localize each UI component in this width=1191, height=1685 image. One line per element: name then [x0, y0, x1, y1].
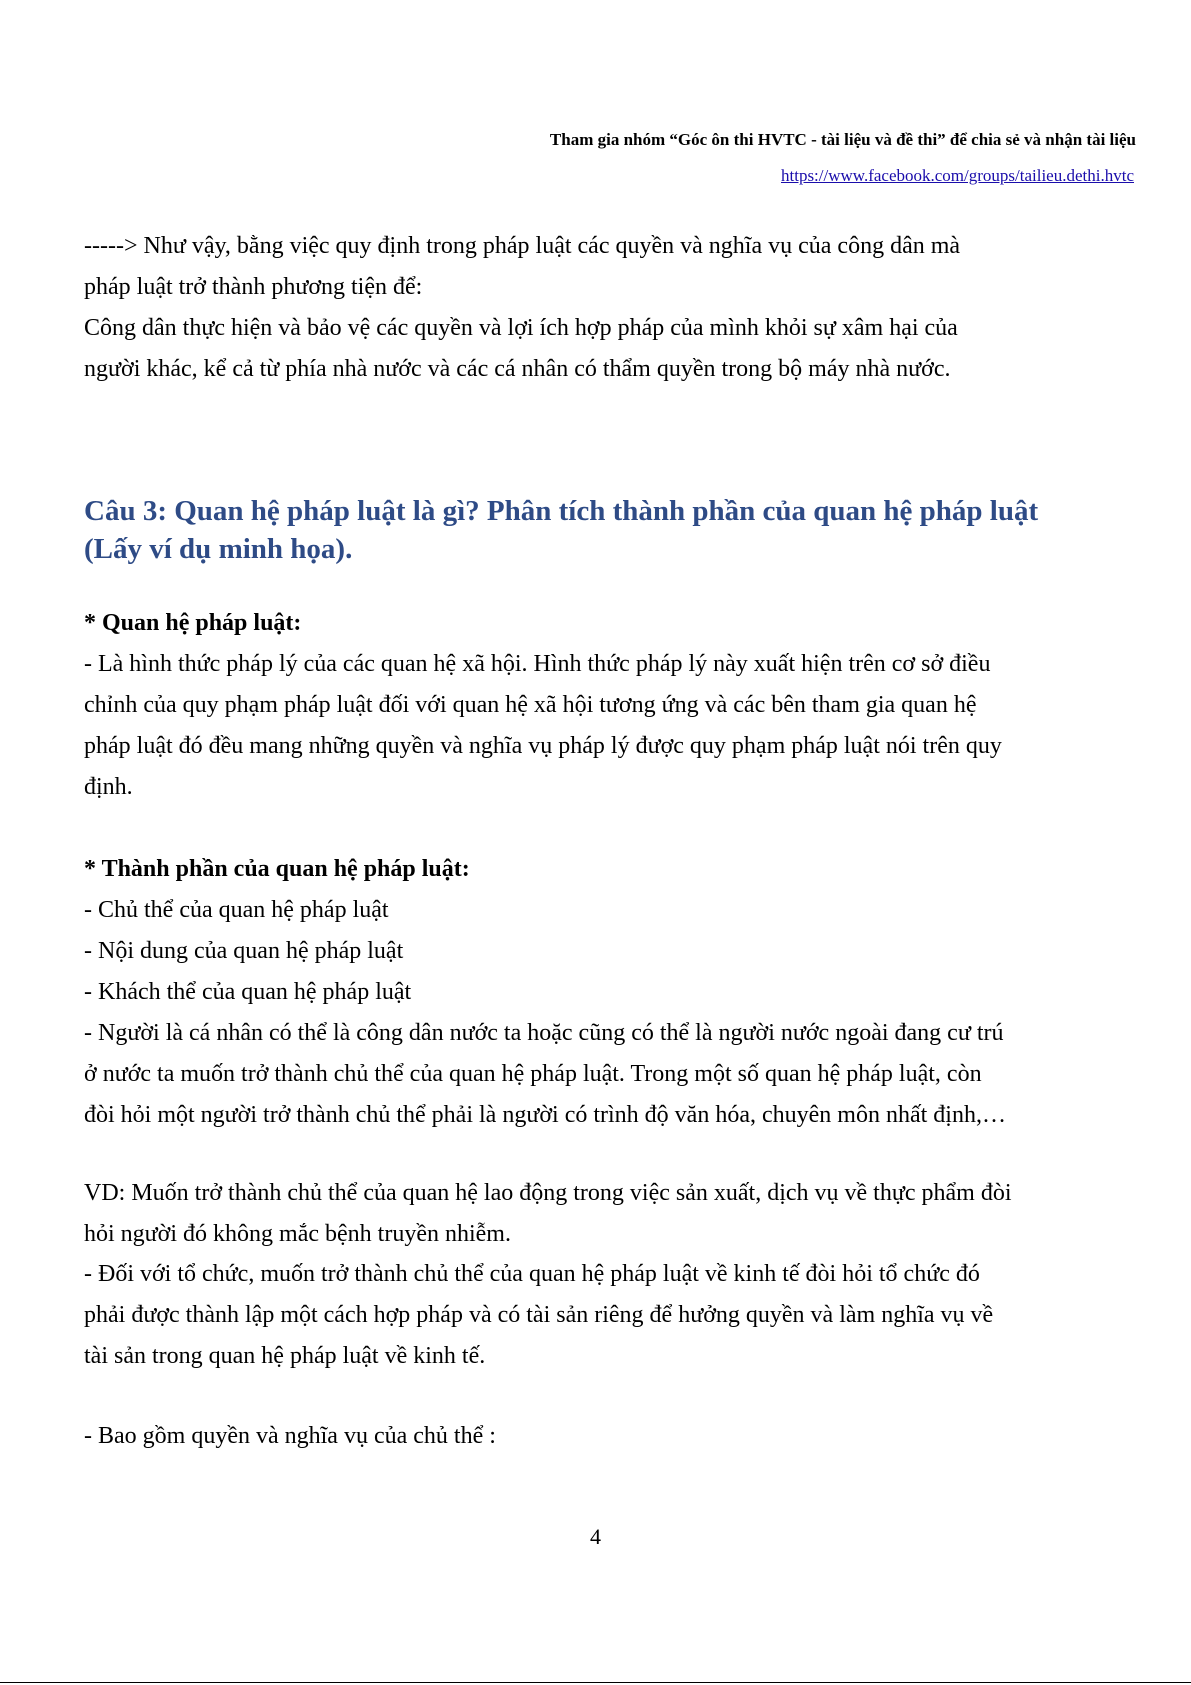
organization-line: tài sản trong quan hệ pháp luật về kinh tế.	[84, 1343, 486, 1369]
example-line: hỏi người đó không mắc bệnh truyền nhiễm.	[84, 1221, 511, 1247]
definition-line: - Là hình thức pháp lý của các quan hệ xã hội. Hình thức pháp lý này xuất hiện trên cơ sở điều	[84, 651, 991, 677]
definition-line: pháp luật đó đều mang những quyền và nghĩa vụ pháp lý được quy phạm pháp luật nói trên quy	[84, 733, 1002, 759]
definition-line: định.	[84, 774, 133, 800]
intro-line: pháp luật trở thành phương tiện để:	[84, 274, 423, 300]
example-line: VD: Muốn trở thành chủ thể của quan hệ lao động trong việc sản xuất, dịch vụ về thực phẩm đòi	[84, 1180, 1012, 1206]
definition-line: chỉnh của quy phạm pháp luật đối với quan hệ xã hội tương ứng và các bên tham gia quan hệ	[84, 692, 977, 718]
components-title: * Thành phần của quan hệ pháp luật:	[84, 856, 470, 882]
facebook-group-link[interactable]: https://www.facebook.com/groups/tailieu.dethi.hvtc	[781, 166, 1134, 185]
organization-paragraph	[84, 1254, 1144, 1377]
components-list-item: - Khách thể của quan hệ pháp luật	[84, 979, 412, 1005]
definition-section	[84, 603, 1144, 808]
intro-line: -----> Như vậy, bằng việc quy định trong pháp luật các quyền và nghĩa vụ của công dân mà	[84, 233, 961, 259]
intro-line: người khác, kể cả từ phía nhà nước và các cá nhân có thẩm quyền trong bộ máy nhà nước.	[84, 356, 951, 382]
organization-line: phải được thành lập một cách hợp pháp và có tài sản riêng để hưởng quyền và làm nghĩa vụ về	[84, 1302, 994, 1328]
definition-title: * Quan hệ pháp luật:	[84, 610, 302, 636]
intro-line: Công dân thực hiện và bảo vệ các quyền và lợi ích hợp pháp của mình khỏi sự xâm hại của	[84, 315, 958, 341]
organization-line: - Đối với tổ chức, muốn trở thành chủ thể của quan hệ pháp luật về kinh tế đòi hỏi tổ chức đó	[84, 1261, 980, 1287]
rights-line: - Bao gồm quyền và nghĩa vụ của chủ thể :	[84, 1423, 496, 1449]
components-line: đòi hỏi một người trở thành chủ thể phải là người có trình độ văn hóa, chuyên môn nhất định,…	[84, 1102, 1006, 1128]
question-heading-line: (Lấy ví dụ minh họa).	[84, 533, 353, 565]
question-heading	[84, 492, 1144, 568]
components-list-item: - Nội dung của quan hệ pháp luật	[84, 938, 404, 964]
components-line: ở nước ta muốn trở thành chủ thể của quan hệ pháp luật. Trong một số quan hệ pháp luật, còn	[84, 1061, 982, 1087]
question-heading-line: Câu 3: Quan hệ pháp luật là gì? Phân tích thành phần của quan hệ pháp luật	[84, 495, 1039, 527]
header-note: Tham gia nhóm “Góc ôn thi HVTC - tài liệu và đề thi” để chia sẻ và nhận tài liệu	[549, 130, 1136, 149]
components-list-item: - Chủ thể của quan hệ pháp luật	[84, 897, 389, 923]
intro-paragraph	[84, 226, 1144, 390]
components-line: - Người là cá nhân có thể là công dân nước ta hoặc cũng có thể là người nước ngoài đang cư trú	[84, 1020, 1004, 1046]
example-paragraph	[84, 1173, 1144, 1255]
components-section	[84, 849, 1144, 1136]
page-bottom-divider	[0, 1682, 1191, 1683]
page-number: 4	[590, 1524, 601, 1549]
rights-paragraph	[84, 1416, 1144, 1457]
